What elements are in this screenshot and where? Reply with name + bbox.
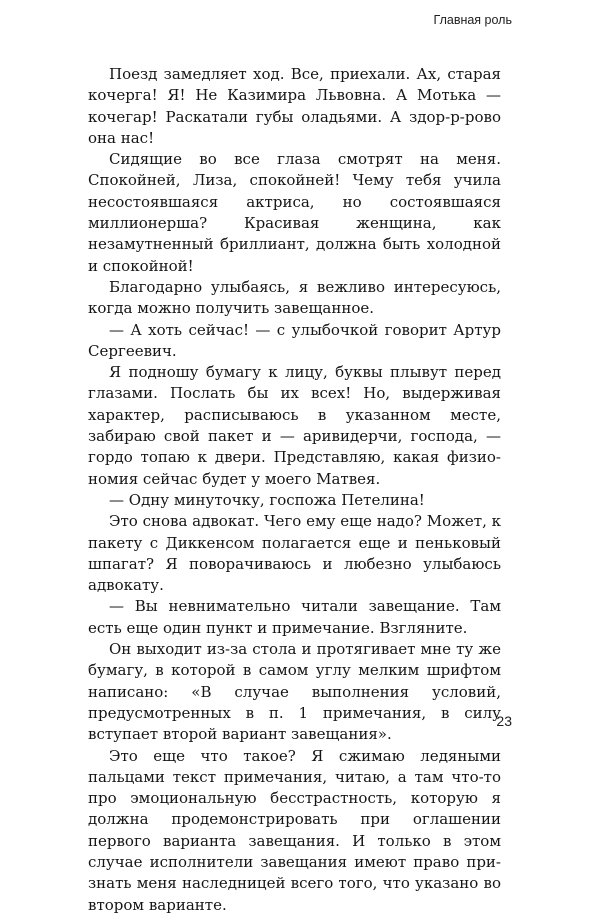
paragraph: Сидящие во все глаза смотрят на меня. Спокойней, Лиза, спокойней! Чему тебя учила несостоявшаяся актриса, но состоявшаяся миллионерша? Красивая женщина, как незамутненный бриллиант, должна быть холодной и спокойной! [88,150,501,275]
paragraph: Это снова адвокат. Чего ему еще надо? Может, к пакету с Диккенсом полагается еще и пеньковый шпагат? Я поворачиваюсь и любезно улыбаюсь адвокату. [88,512,501,595]
paragraph: — Вы невнимательно читали завещание. Там есть еще один пункт и примечание. Взгляните. [88,597,501,637]
body-text [88,64,501,916]
page-number: 23 [496,713,512,729]
paragraph: — А хоть сейчас! — с улыбочкой говорит Артур Сергеевич. [88,320,501,360]
paragraph: Это еще что такое? Я сжимаю ледяными пальцами текст примечания, читаю, а там что-то про эмоциональную бесстрастность, которую я должна продемонстрировать при оглашении первого варианта завещания. И только в этом случае исполнители завещания имеют право признать меня наследницей всего того, что указано во втором варианте. [88,746,501,914]
paragraph: — Одну минуточку, госпожа Петелина! [109,490,425,509]
paragraph: Он выходит из-за стола и протягивает мне ту же бумагу, в которой в самом углу мелким шрифтом написано: «В случае выполнения условий, предусмотренных в п. 1 примечания, в силу вступает второй вариант завещания». [88,640,501,744]
paragraph: Поезд замедляет ход. Все, приехали. Ах, старая кочерга! Я! Не Казимира Львовна. А Мотька — кочегар! Раскатали губы оладьями. А здор-р-рово она нас! [88,65,501,147]
running-title: Главная роль [433,13,512,27]
paragraph: Благодарно улыбаясь, я вежливо интересуюсь, когда можно получить завещанное. [88,277,501,318]
paragraph: Я подношу бумагу к лицу, буквы плывут перед глазами. Послать бы их всех! Но, выдерживая характер, расписываюсь в указанном месте, забираю свой пакет и — аривидерчи, господа, — гордо топаю к двери. Представляю, какая физиономия сейчас будет у моего Матвея. [88,363,501,488]
